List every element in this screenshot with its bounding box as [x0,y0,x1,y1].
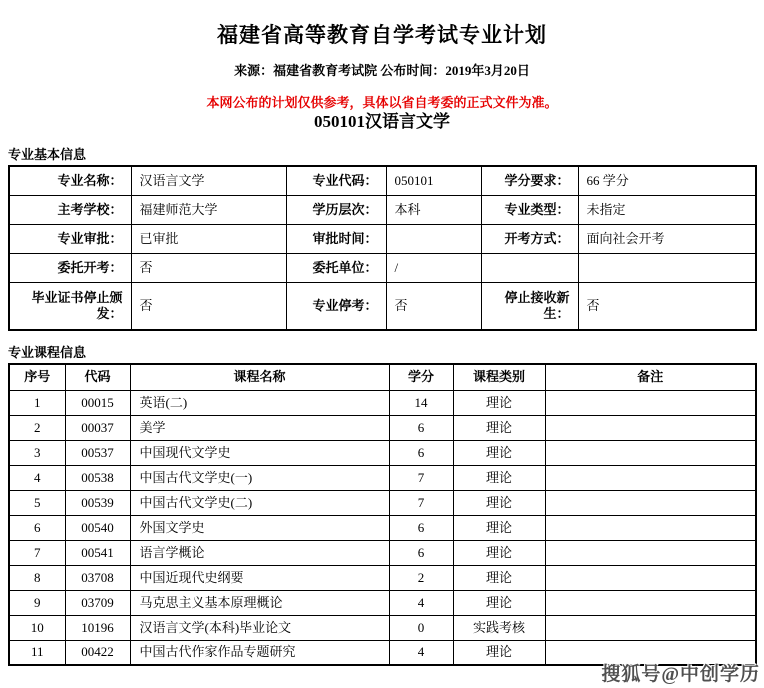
course-cell [545,615,756,640]
course-cell: 4 [389,640,453,665]
course-cell: 中国现代文学史 [130,440,389,465]
field-label: 专业类型： [481,195,578,224]
field-value: 本科 [386,195,481,224]
course-cell: 7 [9,540,65,565]
course-cell: 03709 [65,590,130,615]
course-cell: 美学 [130,415,389,440]
course-cell: 00015 [65,390,130,415]
field-value: / [386,253,481,282]
course-cell: 马克思主义基本原理概论 [130,590,389,615]
courses-table-body [9,390,756,665]
basic-info-row [9,224,756,253]
course-cell: 4 [9,465,65,490]
field-value: 未指定 [578,195,756,224]
course-cell: 7 [389,490,453,515]
basic-info-row [9,253,756,282]
field-label: 停止接收新生： [481,282,578,330]
field-label: 专业名称： [9,166,131,195]
source-line: 来源：福建省教育考试院 公布时间：2019年3月20日 [234,63,530,78]
courses-table-head [9,364,756,390]
course-row [9,440,756,465]
course-cell: 00537 [65,440,130,465]
section-title-basic-info: 专业基本信息 [8,147,87,163]
field-value: 福建师范大学 [131,195,286,224]
course-row [9,490,756,515]
course-cell: 理论 [453,415,545,440]
course-row [9,615,756,640]
course-cell [545,590,756,615]
field-label: 专业代码： [286,166,386,195]
course-cell: 中国古代作家作品专题研究 [130,640,389,665]
basic-info-table [8,165,757,331]
course-cell: 实践考核 [453,615,545,640]
column-header: 课程类别 [453,364,545,390]
course-cell: 7 [389,465,453,490]
course-cell: 14 [389,390,453,415]
course-cell: 00422 [65,640,130,665]
field-label: 专业审批： [9,224,131,253]
course-cell: 语言学概论 [130,540,389,565]
field-value [386,224,481,253]
course-cell: 理论 [453,515,545,540]
course-cell: 理论 [453,490,545,515]
page-title: 福建省高等教育自学考试专业计划 [217,23,547,47]
course-cell [545,490,756,515]
course-cell: 汉语言文学(本科)毕业论文 [130,615,389,640]
course-cell [545,540,756,565]
course-cell: 英语(二) [130,390,389,415]
course-cell: 理论 [453,590,545,615]
course-cell: 外国文学史 [130,515,389,540]
field-label: 学历层次： [286,195,386,224]
course-row [9,540,756,565]
course-cell: 理论 [453,540,545,565]
course-cell [545,515,756,540]
course-cell: 00538 [65,465,130,490]
notice-text: 本网公布的计划仅供参考，具体以省自考委的正式文件为准。 [206,95,558,110]
course-cell: 4 [389,590,453,615]
course-cell: 中国近现代史纲要 [130,565,389,590]
course-cell: 10 [9,615,65,640]
field-value: 否 [386,282,481,330]
course-cell: 6 [389,415,453,440]
course-row [9,590,756,615]
course-row [9,465,756,490]
major-code-title: 050101汉语言文学 [314,112,450,131]
field-label: 学分要求： [481,166,578,195]
course-cell: 2 [389,565,453,590]
course-cell: 11 [9,640,65,665]
column-header: 学分 [389,364,453,390]
course-row [9,565,756,590]
course-cell: 3 [9,440,65,465]
course-cell: 00540 [65,515,130,540]
course-cell: 6 [9,515,65,540]
field-value: 66 学分 [578,166,756,195]
field-value: 已审批 [131,224,286,253]
course-cell: 理论 [453,390,545,415]
field-label: 委托开考： [9,253,131,282]
column-header: 代码 [65,364,130,390]
course-cell: 8 [9,565,65,590]
basic-info-table-body [9,166,756,330]
column-header: 序号 [9,364,65,390]
field-label: 毕业证书停止颁发： [9,282,131,330]
column-header: 备注 [545,364,756,390]
course-row [9,515,756,540]
basic-info-row [9,195,756,224]
basic-info-row [9,166,756,195]
course-row [9,415,756,440]
course-cell [545,465,756,490]
course-cell: 9 [9,590,65,615]
course-cell [545,565,756,590]
field-value: 否 [131,253,286,282]
field-value: 否 [578,282,756,330]
course-cell: 0 [389,615,453,640]
course-cell: 理论 [453,565,545,590]
course-cell [545,390,756,415]
field-value: 面向社会开考 [578,224,756,253]
field-value: 否 [131,282,286,330]
field-label: 专业停考： [286,282,386,330]
field-label [481,253,578,282]
course-cell: 00539 [65,490,130,515]
field-value: 汉语言文学 [131,166,286,195]
course-cell: 理论 [453,640,545,665]
course-cell [545,440,756,465]
course-cell: 6 [389,515,453,540]
field-label: 委托单位： [286,253,386,282]
course-row [9,390,756,415]
column-header: 课程名称 [130,364,389,390]
course-cell: 理论 [453,440,545,465]
section-title-courses: 专业课程信息 [8,345,87,361]
course-cell: 2 [9,415,65,440]
course-cell: 中国古代文学史(一) [130,465,389,490]
course-cell [545,415,756,440]
course-cell: 1 [9,390,65,415]
course-cell: 03708 [65,565,130,590]
basic-info-row [9,282,756,330]
courses-header-row [9,364,756,390]
field-value: 050101 [386,166,481,195]
course-cell: 00541 [65,540,130,565]
field-value [578,253,756,282]
course-cell: 理论 [453,465,545,490]
course-cell: 10196 [65,615,130,640]
course-cell: 中国古代文学史(二) [130,490,389,515]
field-label: 开考方式： [481,224,578,253]
course-cell: 5 [9,490,65,515]
courses-table [8,363,757,666]
course-cell: 6 [389,440,453,465]
watermark: 搜狐号@中创学历 [601,664,760,685]
course-cell: 6 [389,540,453,565]
field-label: 审批时间： [286,224,386,253]
field-label: 主考学校： [9,195,131,224]
course-cell: 00037 [65,415,130,440]
